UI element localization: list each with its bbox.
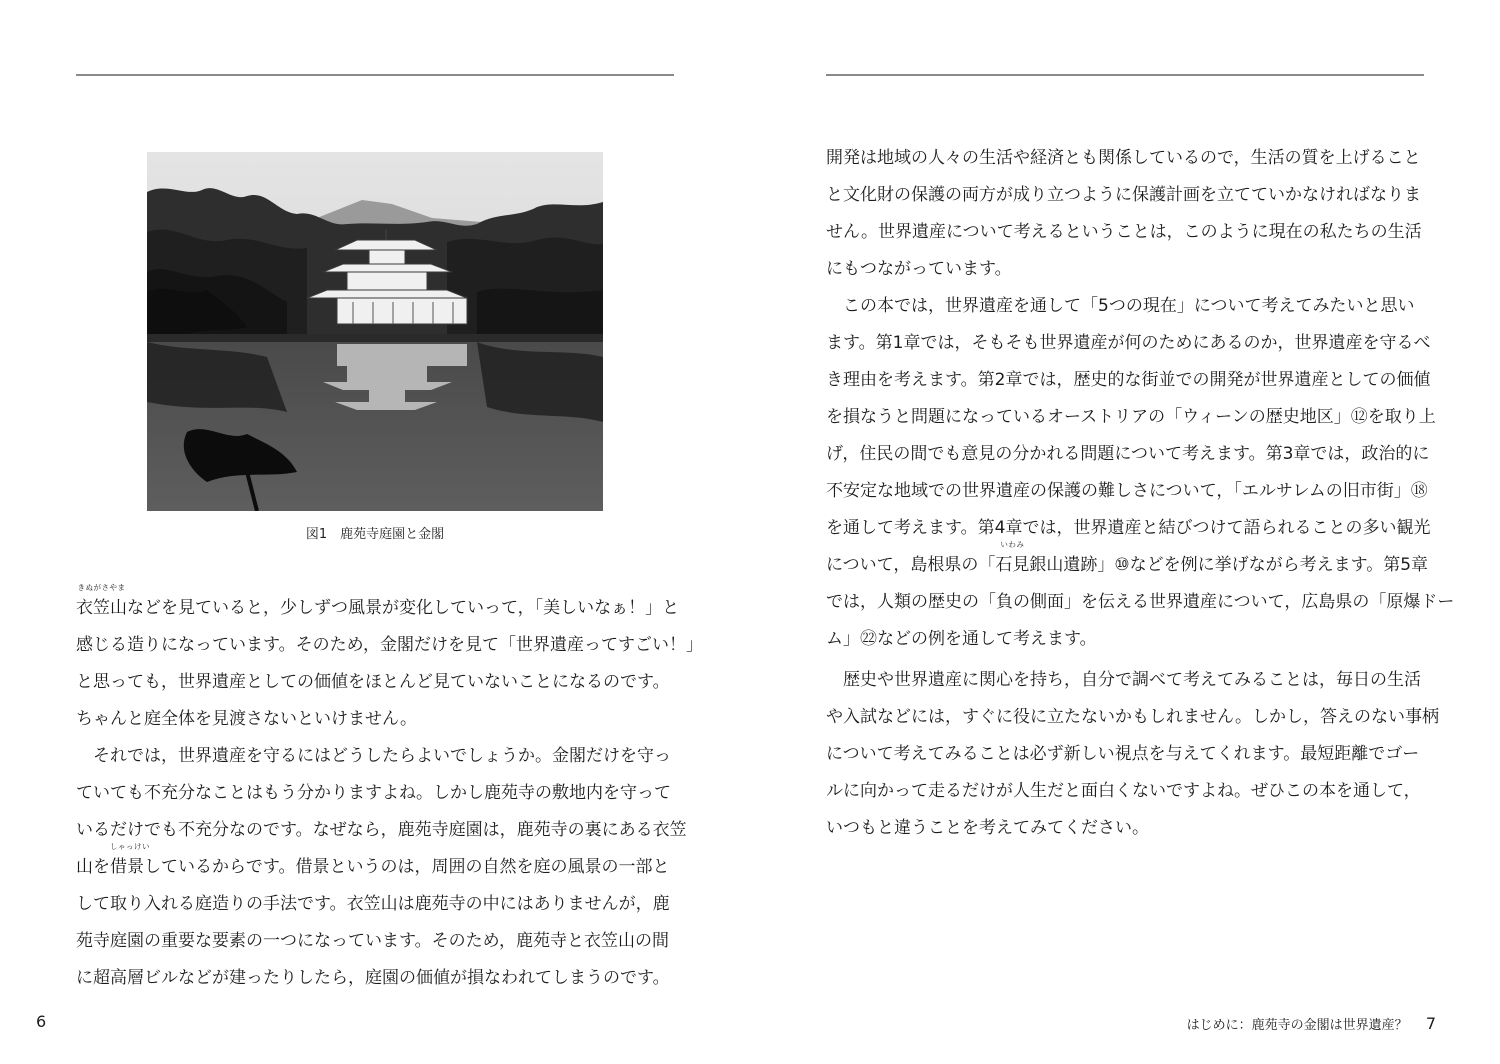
line-text: しているからです。借景というのは，周囲の自然を庭の風景の一部と bbox=[144, 857, 670, 877]
ruby-reading: しゃっけい bbox=[110, 842, 150, 851]
line-text: について，島根県の「 bbox=[826, 555, 996, 575]
right-header-rule bbox=[826, 74, 1424, 76]
ruby-base: 借景 bbox=[110, 857, 144, 877]
ruby-word bbox=[76, 583, 127, 627]
left-header-rule bbox=[76, 74, 674, 76]
line-text: 銀山遺跡」⑩などを例に挙げながら考えます。第5章 bbox=[1029, 555, 1429, 575]
text-line: ちゃんと庭全体を見渡さないといけません。 bbox=[76, 709, 418, 729]
text-line: いつもと違うことを考えてみてください。 bbox=[826, 818, 1149, 838]
text-line: と文化財の保護の両方が成り立つように保護計画を立てていかなければなりま bbox=[826, 185, 1421, 205]
text-line: 歴史や世界遺産に関心を持ち，自分で調べて考えてみることは，毎日の生活 bbox=[826, 670, 1421, 690]
left-paragraph-1 bbox=[76, 583, 703, 738]
text-line: せん。世界遺産について考えるということは，このように現在の私たちの生活 bbox=[826, 222, 1422, 242]
text-line: ていても不充分なことはもう分かりますよね。しかし鹿苑寺の敷地内を守って bbox=[76, 783, 671, 803]
text-line: げ，住民の間でも意見の分かれる問題について考えます。第3章では，政治的に bbox=[826, 444, 1430, 464]
right-paragraph-3 bbox=[826, 662, 1439, 847]
ruby-base: 石見 bbox=[995, 555, 1030, 575]
text-line: に超高層ビルなどが建ったりしたら，庭園の価値が損なわれてしまうのです。 bbox=[76, 968, 670, 988]
text-line: と思っても，世界遺産としての価値をほとんど見ていないことになるのです。 bbox=[76, 672, 670, 692]
text-line: それでは，世界遺産を守るにはどうしたらよいでしょうか。金閣だけを守っ bbox=[76, 746, 671, 766]
left-paragraph-2 bbox=[76, 738, 687, 997]
right-paragraph-1 bbox=[826, 140, 1422, 288]
ruby-reading: いわみ bbox=[1000, 540, 1025, 549]
text-line: いるだけでも不充分なのです。なぜなら，鹿苑寺庭園は，鹿苑寺の裏にある衣笠 bbox=[76, 820, 687, 840]
text-line: 不安定な地域での世界遺産の保護の難しさについて，「エルサレムの旧市街」⑱ bbox=[826, 481, 1428, 501]
text-line: について考えてみることは必ず新しい視点を与えてくれます。最短距離でゴー bbox=[826, 744, 1420, 764]
figure-caption: 図1 鹿苑寺庭園と金閣 bbox=[305, 527, 445, 542]
left-page-number: 6 bbox=[36, 1012, 47, 1031]
text-line bbox=[76, 842, 687, 886]
text-line: ルに向かって走るだけが人生だと面白くないですよね。ぜひこの本を通して， bbox=[826, 781, 1421, 801]
line-text: などを見ていると，少しずつ風景が変化していって，「美しいなぁ！」と bbox=[127, 598, 680, 618]
right-paragraph-2 bbox=[826, 288, 1454, 658]
text-line bbox=[826, 540, 1454, 584]
ruby-base: 衣笠山 bbox=[76, 598, 127, 618]
running-head-title: はじめに：鹿苑寺の金閣は世界遺産？ bbox=[1186, 1018, 1408, 1033]
text-line: して取り入れる庭造りの手法です。衣笠山は鹿苑寺の中にはありませんが，鹿 bbox=[76, 894, 670, 914]
ruby-word bbox=[995, 540, 1030, 584]
running-head bbox=[1187, 1014, 1436, 1033]
text-line: にもつながっています。 bbox=[826, 259, 1012, 279]
text-line: では，人類の歴史の「負の側面」を伝える世界遺産について，広島県の「原爆ドー bbox=[826, 592, 1455, 612]
text-line: を損なうと問題になっているオーストリアの「ウィーンの歴史地区」⑫を取り上 bbox=[826, 407, 1436, 427]
line-text: 山を bbox=[76, 857, 110, 877]
text-line: ム」㉒などの例を通して考えます。 bbox=[826, 629, 1097, 649]
kinkakuji-photo bbox=[147, 152, 603, 511]
text-line: 苑寺庭園の重要な要素の一つになっています。そのため，鹿苑寺と衣笠山の間 bbox=[76, 931, 669, 951]
text-line: を通して考えます。第4章では，世界遺産と結びつけて語られることの多い観光 bbox=[826, 518, 1431, 538]
ruby-reading: きぬがさやま bbox=[77, 583, 126, 592]
text-line: この本では，世界遺産を通して「5つの現在」について考えてみたいと思い bbox=[826, 296, 1415, 316]
right-page-number: 7 bbox=[1425, 1014, 1436, 1033]
text-line: 感じる造りになっています。そのため，金閣だけを見て「世界遺産ってすごい！」 bbox=[76, 635, 703, 655]
text-line: ます。第1章では，そもそも世界遺産が何のためにあるのか，世界遺産を守るべ bbox=[826, 333, 1431, 353]
text-line: 開発は地域の人々の生活や経済とも関係しているので，生活の質を上げること bbox=[826, 148, 1421, 168]
ruby-word bbox=[110, 842, 150, 886]
text-line: や入試などには，すぐに役に立たないかもしれません。しかし，答えのない事柄 bbox=[826, 707, 1440, 727]
text-line: き理由を考えます。第2章では，歴史的な街並での開発が世界遺産としての価値 bbox=[826, 370, 1431, 390]
text-line bbox=[76, 583, 703, 627]
